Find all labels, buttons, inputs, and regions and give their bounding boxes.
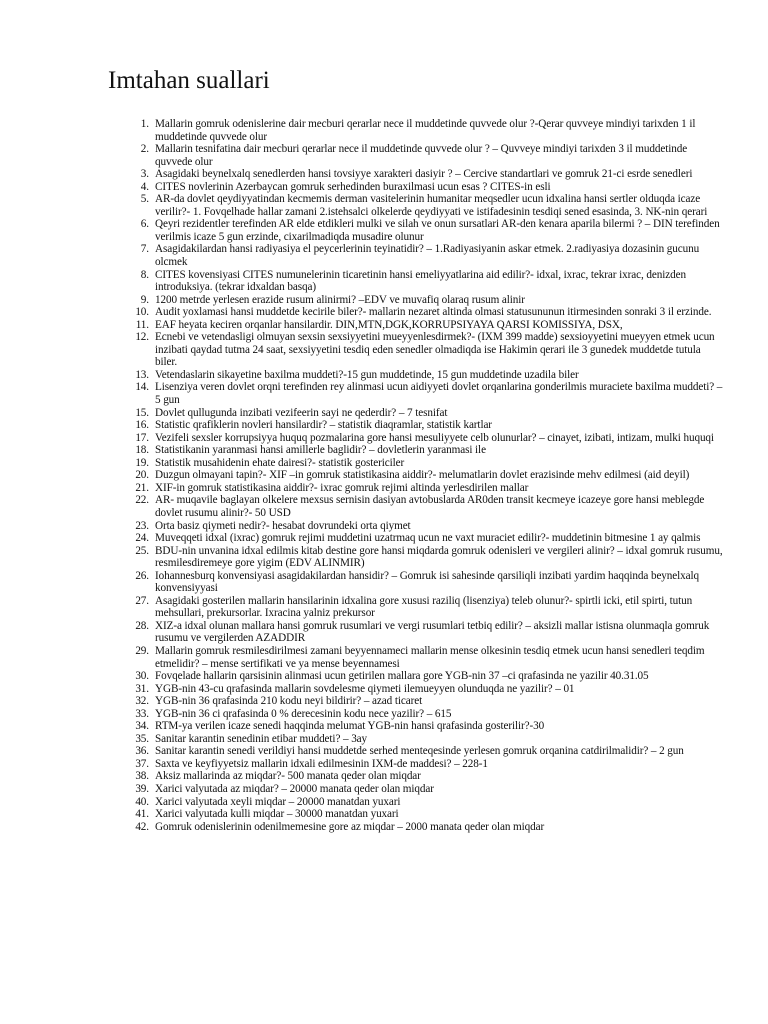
question-item	[115, 796, 723, 809]
question-text: Asagidaki gosterilen mallarin hansilarinin idxalina gore xususi raziliq (lisenziya) teleb olunur?- spirtli icki, etil spirti, tutun mehsullari, prekursorlar. Ixracina yalniz prekursor	[155, 594, 693, 620]
question-text: AR-da dovlet qeydiyyatindan kecmemis derman vasitelerinin humanitar meqsedler ucun idxalina hansi sertler olduqda icaze verilir?- 1. Fovqelhade hallar zamani 2.istehsalci olkelerde qeydiyyati ve istifadesinin tesdiqi sened esasinda, 3. NK-nin qerari	[155, 193, 708, 218]
question-number: 32.	[135, 695, 149, 708]
question-number: 6.	[140, 218, 149, 231]
question-item	[115, 143, 723, 168]
question-number: 23.	[135, 519, 149, 532]
question-text: Gomruk odenislerinin odenilmemesine gore az miqdar – 2000 manata qeder olan miqdar	[155, 820, 545, 833]
question-number: 1.	[140, 118, 149, 130]
question-item	[115, 469, 723, 482]
question-number: 28.	[135, 619, 149, 632]
question-number: 15.	[135, 406, 149, 419]
question-item	[115, 758, 723, 771]
question-item	[115, 733, 723, 746]
question-text: CITES novlerinin Azerbaycan gomruk serhedinden buraxilmasi ucun esas ? CITES-in esli	[155, 180, 551, 193]
question-item	[115, 118, 723, 143]
question-item	[115, 269, 723, 294]
question-item	[115, 783, 723, 796]
question-number: 29.	[135, 644, 149, 657]
question-item	[115, 808, 723, 821]
question-item	[115, 181, 723, 194]
question-text: Orta basiz qiymeti nedir?- hesabat dovrundeki orta qiymet	[155, 519, 411, 532]
question-text: Mallarin tesnifatina dair mecburi qerarlar nece il muddetinde quvvede olur ? – Quvveye mindiyi tarixden 3 il muddetinde quvvede olur	[155, 143, 688, 168]
question-number: 37.	[135, 757, 149, 770]
question-number: 3.	[140, 168, 149, 181]
question-text: Audit yoxlamasi hansi muddetde kecirile biler?- mallarin nezaret altinda olmasi statusununun itirmesinden sonraki 3 il erzinde.	[155, 306, 712, 319]
question-text: Xarici valyutada kulli miqdar – 30000 manatdan yuxari	[155, 808, 399, 821]
question-item	[115, 570, 723, 595]
question-number: 18.	[135, 444, 149, 457]
question-number: 11.	[135, 318, 149, 331]
question-item	[115, 708, 723, 721]
page-title: Imtahan suallari	[108, 67, 270, 94]
question-text: XIZ-a idxal olunan mallara hansi gomruk rusumlari ve vergi rusumlari tetbiq edilir? – aksizli mallar istisna olunmaqla gomruk rusumu ve vergilerden AZADDIR	[155, 619, 710, 645]
question-item	[115, 520, 723, 533]
question-number: 17.	[135, 431, 149, 444]
question-number: 30.	[135, 670, 149, 683]
question-text: Sanitar karantin senedi verildiyi hansi muddetde serhed menteqesinde yerlesen gomruk orqanina catdirilmalidir? – 2 gun	[155, 745, 684, 758]
question-number: 34.	[135, 720, 149, 733]
question-item	[115, 193, 723, 218]
question-item	[115, 482, 723, 495]
question-text: BDU-nin unvanina idxal edilmis kitab destine gore hansi miqdarda gomruk odenisleri ve vergileri alinir? – idxal gomruk rusumu, resmilesdiremeye gore yigim (EDV ALINMIR)	[155, 544, 723, 570]
question-number: 7.	[140, 243, 149, 256]
question-number: 24.	[135, 532, 149, 545]
question-text: YGB-nin 36 qrafasinda 210 kodu neyi bildirir? – azad ticaret	[155, 695, 423, 708]
question-text: Mallarin gomruk resmilesdirilmesi zamani beyyennameci mallarin mense olkesinin tesdiq etmek ucun hansi senedleri teqdim etmelidir? – mense sertifikati ve ya mense beyennamesi	[155, 644, 705, 670]
question-number: 16.	[135, 419, 149, 432]
question-item	[115, 331, 723, 369]
question-number: 9.	[140, 293, 149, 306]
question-number: 2.	[140, 143, 149, 156]
question-text: Statistikanin yaranmasi hansi amillerle baglidir? – dovletlerin yaranmasi ile	[155, 444, 486, 457]
question-number: 13.	[135, 368, 149, 381]
question-number: 35.	[135, 732, 149, 745]
question-text: CITES kovensiyasi CITES numunelerinin ticaretinin hansi emeliyyatlarina aid edilir?- idxal, ixrac, tekrar ixrac, denizden introduksiya. (tekrar idxaldan basqa)	[155, 268, 686, 294]
question-number: 31.	[135, 682, 149, 695]
question-number: 14.	[135, 381, 149, 394]
question-text: Vetendaslarin sikayetine baxilma muddeti?-15 gun muddetinde, 15 gun muddetinde uzadila biler	[155, 368, 579, 381]
question-number: 42.	[135, 820, 149, 833]
question-item	[115, 432, 723, 445]
question-number: 5.	[140, 193, 149, 206]
question-text: Muveqqeti idxal (ixrac) gomruk rejimi muddetini uzatrmaq ucun ne vaxt muraciet edilir?- muddetinin bitmesine 1 ay qalmis	[155, 532, 701, 545]
question-number: 38.	[135, 770, 149, 783]
question-item	[115, 745, 723, 758]
question-text: Statistic qrafiklerin novleri hansilardir? – statistik diaqramlar, statistik kartlar	[155, 419, 492, 432]
question-item	[115, 545, 723, 570]
question-text: Ecnebi ve vetendasligi olmuyan sexsin sexsiyyetini mueyyenlesdirmek?- (IXM 399 madde) sexsioyyetini mueyyen etmek ucun inzibati qaydad tutma 24 saat, sexsiyyetini tesdiq eden senedler olmadiqda ise Hakimin qerari ile 3 gunedek muddetde tutula biler.	[155, 331, 715, 369]
question-text: 1200 metrde yerlesen erazide rusum alinirmi? –EDV ve muvafiq olaraq rusum alinir	[155, 293, 525, 306]
question-number: 22.	[135, 494, 149, 507]
question-number: 33.	[135, 707, 149, 720]
question-item	[115, 720, 723, 733]
question-item	[115, 595, 723, 620]
question-number: 27.	[135, 594, 149, 607]
question-item	[115, 770, 723, 783]
question-text: Xarici valyutada az miqdar? – 20000 manata qeder olan miqdar	[155, 782, 434, 795]
question-number: 21.	[135, 481, 149, 494]
question-text: Asagidakilardan hansi radiyasiya el peycerlerinin teyinatidir? – 1.Radiyasiyanin askar etmek. 2.radiyasiya dozasinin gucunu olcmek	[155, 243, 700, 269]
question-item	[115, 168, 723, 181]
question-number: 8.	[140, 268, 149, 281]
question-text: Statistik musahidenin ehate dairesi?- statistik gostericiler	[155, 456, 405, 469]
question-text: YGB-nin 43-cu qrafasinda mallarin sovdelesme qiymeti ilemueyyen olunduqda ne yazilir? – 01	[155, 682, 575, 695]
question-text: Iohannesburq konvensiyasi asagidakilardan hansidir? – Gomruk isi sahesinde qarsiliqli inzibati yardim haqqinda beynelxalq konvensiyyasi	[155, 569, 700, 595]
question-text: Sanitar karantin senedinin etibar muddeti? – 3ay	[155, 732, 368, 745]
question-number: 4.	[140, 180, 149, 193]
question-number: 19.	[135, 456, 149, 469]
question-item	[115, 306, 723, 319]
question-text: Aksiz mallarinda az miqdar?- 500 manata qeder olan miqdar	[155, 770, 421, 783]
question-number: 39.	[135, 782, 149, 795]
question-text: Dovlet qullugunda inzibati vezifeerin sayi ne qederdir? – 7 tesnifat	[155, 406, 448, 419]
question-number: 36.	[135, 745, 149, 758]
question-text: Xarici valyutada xeyli miqdar – 20000 manatdan yuxari	[155, 795, 401, 808]
question-item	[115, 419, 723, 432]
question-item	[115, 243, 723, 268]
question-item	[115, 683, 723, 696]
question-item	[115, 645, 723, 670]
question-number: 20.	[135, 469, 149, 482]
question-text: AR- muqavile baglayan olkelere mexsus sernisin dasiyan avtobuslarda AR0den transit kecmeye icazeye gore hansi meblegde dovlet rusumu alinir?- 50 USD	[155, 494, 705, 519]
question-item	[115, 670, 723, 683]
question-item	[115, 494, 723, 519]
question-item	[115, 294, 723, 307]
question-item	[115, 369, 723, 382]
question-text: Asagidaki beynelxalq senedlerden hansi tovsiyye xarakteri dasiyir ? – Cercive standartlari ve gomruk 21-ci esrde senedleri	[155, 168, 693, 181]
question-text: YGB-nin 36 ci qrafasinda 0 % derecesinin kodu nece yazilir? – 615	[155, 707, 452, 720]
question-item	[115, 218, 723, 243]
question-number: 40.	[135, 795, 149, 808]
question-text: Saxta ve keyfiyyetsiz mallarin idxali edilmesinin IXM-de maddesi? – 228-1	[155, 757, 488, 770]
question-number: 26.	[135, 569, 149, 582]
question-text: Qeyri rezidentler terefinden AR elde etdikleri mulki ve silah ve onun sursatlari AR-den kenara aparila bilermi ? – DIN terefinden verilmis icaze 5 gun erzinde, cixarilmadiqda musadire olunur	[155, 218, 720, 243]
question-item	[115, 319, 723, 332]
question-text: Mallarin gomruk odenislerine dair mecburi qerarlar nece il muddetinde quvvede olur ?-Qerar quvveye mindiyi tarixden 1 il muddetinde quvvede olur	[155, 118, 696, 143]
question-number: 25.	[135, 544, 149, 557]
question-item	[115, 695, 723, 708]
question-number: 41.	[135, 808, 149, 821]
question-number: 12.	[135, 331, 149, 344]
question-list	[115, 118, 723, 833]
question-number: 10.	[135, 306, 149, 319]
question-item	[115, 381, 723, 406]
question-text: Fovqelade hallarin qarsisinin alinmasi ucun getirilen mallara gore YGB-nin 37 –ci qrafasinda ne yazilir 40.31.05	[155, 670, 649, 683]
question-text: Vezifeli sexsler korrupsiyya huquq pozmalarina gore hansi mesuliyyete celb olunurlar? – cinayet, izibati, intizam, mulki huquqi	[155, 431, 714, 444]
question-text: RTM-ya verilen icaze senedi haqqinda melumat YGB-nin hansi qrafasinda gosterilir?-30	[155, 720, 545, 733]
question-text: XIF-in gomruk statistikasina aiddir?- ixrac gomruk rejimi altinda yerlesdirilen mallar	[155, 481, 529, 494]
question-item	[115, 444, 723, 457]
question-item	[115, 407, 723, 420]
question-item	[115, 532, 723, 545]
question-item	[115, 457, 723, 470]
question-text: Duzgun olmayani tapin?- XIF –in gomruk statistikasina aiddir?- melumatlarin dovlet erazisinde mehv edilmesi (aid deyil)	[155, 469, 690, 482]
question-item	[115, 620, 723, 645]
question-text: Lisenziya veren dovlet orqni terefinden rey alinmasi ucun aidiyyeti dovlet orqanlarina gonderilmis muraciete baxilma muddeti? – 5 gun	[155, 381, 723, 407]
question-text: EAF heyata keciren orqanlar hansilardir. DIN,MTN,DGK,KORRUPSIYAYA QARSI KOMISSIYA, DSX,	[155, 318, 623, 331]
question-item	[115, 821, 723, 834]
